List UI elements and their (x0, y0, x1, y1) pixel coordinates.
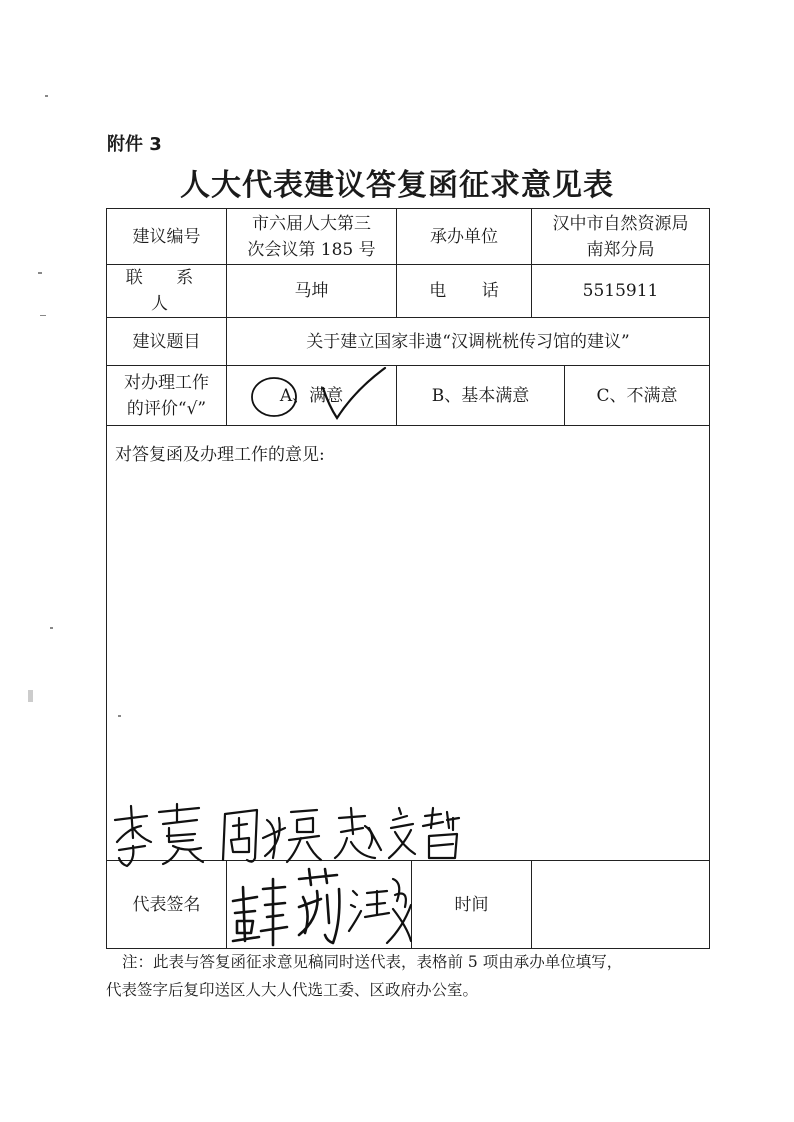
topic-label: 建议题目 (107, 318, 227, 366)
phone-value: 5515911 (532, 265, 710, 318)
signature-li-xia (115, 804, 203, 866)
evaluation-label (107, 366, 227, 426)
opinion-form-table (106, 208, 710, 949)
attachment-label: 附件 3 (107, 134, 162, 155)
row-opinion (107, 426, 710, 861)
scan-speck (45, 95, 48, 97)
signature-zhao-wenzhe (335, 808, 459, 858)
opinion-cell[interactable] (107, 426, 710, 861)
time-value[interactable] (532, 861, 710, 949)
handling-unit-line2: 南郑分局 (586, 239, 655, 260)
signature-han-li (233, 869, 339, 945)
scan-speck (50, 627, 53, 629)
handling-unit-line1: 汉中市自然资源局 (552, 213, 689, 234)
row-topic (107, 318, 710, 366)
opinion-label: 对答复函及办理工作的意见: (115, 445, 325, 465)
suggestion-number-line2: 次会议第 185 号 (247, 239, 376, 260)
footnote-line1: 注：此表与答复函征求意见稿同时送代表，表格前 5 项由承办单位填写， (122, 953, 623, 971)
option-a-cell[interactable] (227, 366, 397, 426)
scan-speck (28, 690, 33, 702)
suggestion-number-value (227, 209, 397, 265)
handwritten-signatures-row (107, 798, 710, 870)
handling-unit-label: 承办单位 (397, 209, 532, 265)
row-evaluation (107, 366, 710, 426)
handwritten-signatures-cell (227, 861, 412, 949)
option-c-cell[interactable] (565, 366, 710, 426)
contact-label: 联 系 人 (107, 265, 227, 318)
footnote-line2: 代表签字后复印送区人大人代选工委、区政府办公室。 (106, 981, 479, 999)
signature-wang-bo (349, 879, 411, 943)
evaluation-label-line2: 的评价“√” (126, 398, 207, 419)
row-contact (107, 265, 710, 318)
signature-zhou-yuan (223, 810, 321, 862)
topic-value: 关于建立国家非遗“汉调桄桄传习馆的建议” (227, 318, 710, 366)
contact-value: 马坤 (227, 265, 397, 318)
scan-speck (38, 272, 42, 274)
phone-label: 电 话 (397, 265, 532, 318)
option-a-label: A、满意 (279, 385, 344, 406)
option-b-label: B、基本满意 (431, 385, 530, 406)
footnote (106, 948, 716, 1004)
form-title: 人大代表建议答复函征求意见表 (180, 168, 614, 203)
row-signature (107, 861, 710, 949)
signature-label: 代表签名 (107, 861, 227, 949)
row-suggestion-number (107, 209, 710, 265)
evaluation-label-line1: 对办理工作 (124, 372, 209, 393)
handling-unit-value (532, 209, 710, 265)
option-c-label: C、不满意 (596, 385, 678, 406)
suggestion-number-label: 建议编号 (107, 209, 227, 265)
signature-value-cell[interactable] (227, 861, 412, 949)
option-b-cell[interactable] (397, 366, 565, 426)
scan-speck (40, 315, 46, 316)
suggestion-number-line1: 市六届人大第三 (252, 213, 371, 234)
time-label: 时间 (412, 861, 532, 949)
